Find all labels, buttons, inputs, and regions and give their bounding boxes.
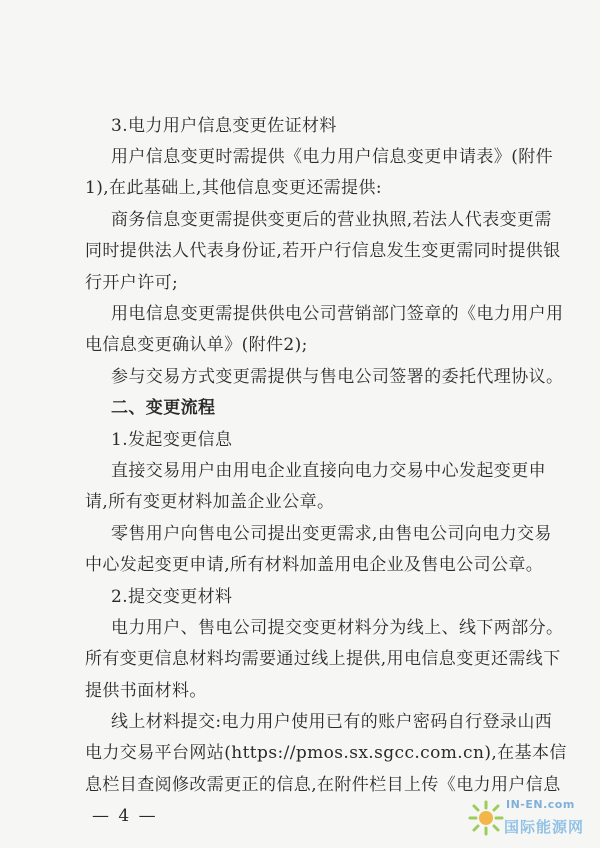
paragraph-line: 零售用户向售电公司提出变更需求,由售电公司向电力交易 <box>111 524 552 544</box>
paragraph-line: 商务信息变更需提供变更后的营业执照,若法人代表变更需 <box>111 210 552 230</box>
paragraph-line: 直接交易用户由用电企业直接向电力交易中心发起变更申 <box>111 461 546 481</box>
watermark-site: IN-EN.com <box>506 798 575 811</box>
watermark-name: 国际能源网 <box>504 818 585 836</box>
paragraph-line: 所有变更信息材料均需要通过线上提供,用电信息变更还需线下 <box>85 649 561 669</box>
paragraph-line: 同时提供法人代表身份证,若开户行信息发生变更需同时提供银 <box>85 241 561 261</box>
paragraph-line: 息栏目查阅修改需更正的信息,在附件栏目上传《电力用户信息 <box>85 775 561 795</box>
section-heading: 2.提交变更材料 <box>111 587 233 607</box>
paragraph-line: 用户信息变更时需提供《电力用户信息变更申请表》(附件 <box>111 147 554 167</box>
paragraph-line: 行开户许可; <box>85 273 179 293</box>
paragraph-line: 参与交易方式变更需提供与售电公司签署的委托代理协议。 <box>111 367 564 387</box>
paragraph-line: 中心发起变更申请,所有材料加盖用电企业及售电公司公章。 <box>85 555 544 575</box>
section-heading: 3.电力用户信息变更佐证材料 <box>111 116 337 136</box>
sun-logo-icon <box>468 800 504 836</box>
paragraph-line: 线上材料提交:电力用户使用已有的账户密码自行登录山西 <box>111 712 553 732</box>
paragraph-line: 请,所有变更材料加盖企业公章。 <box>85 492 335 512</box>
paragraph-line: 1),在此基础上,其他信息变更还需提供: <box>85 178 382 198</box>
section-heading: 1.发起变更信息 <box>111 430 233 450</box>
paragraph-line: 电力用户、售电公司提交变更材料分为线上、线下两部分。 <box>111 618 564 638</box>
paragraph-line: 提供书面材料。 <box>85 681 207 701</box>
paragraph-line: 电力交易平台网站(https://pmos.sx.sgcc.com.cn),在基本信 <box>85 743 567 763</box>
paragraph-line: 电信息变更确认单》(附件2); <box>85 335 308 355</box>
watermark <box>462 796 592 844</box>
page-number: — 4 — <box>92 806 158 826</box>
paragraph-line: 用电信息变更需提供供电公司营销部门签章的《电力用户用 <box>111 304 564 324</box>
chapter-heading: 二、变更流程 <box>111 398 216 418</box>
